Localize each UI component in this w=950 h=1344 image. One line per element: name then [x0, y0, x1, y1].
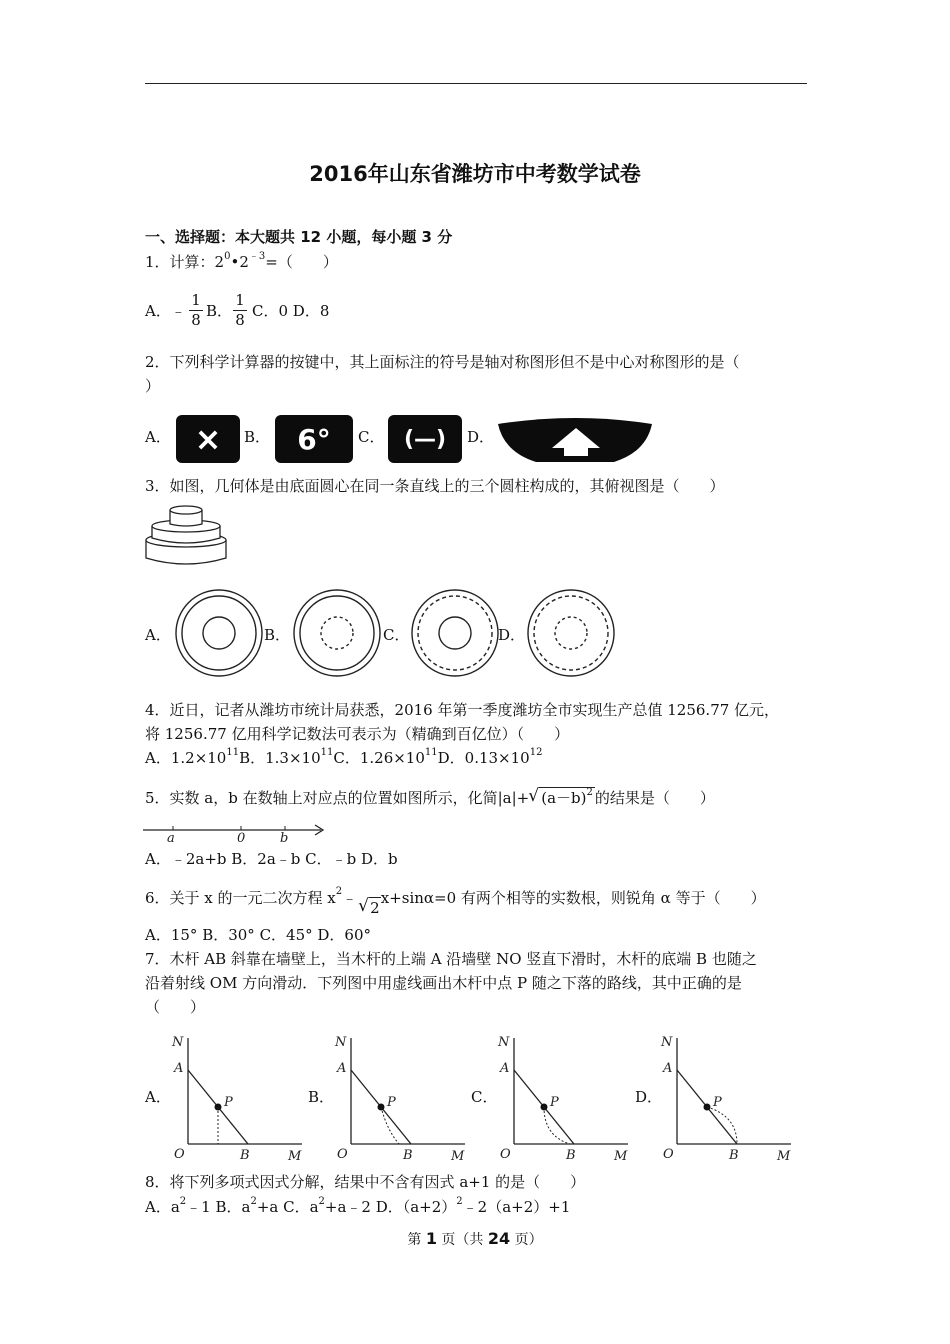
svg-text:P: P — [713, 1095, 722, 1110]
svg-text:A: A — [663, 1061, 673, 1076]
svg-text:N: N — [335, 1035, 347, 1050]
svg-text:P: P — [387, 1095, 396, 1110]
page-footer: 第 1 页（共 24 页） — [407, 1229, 543, 1248]
q2-label-c: C． — [358, 428, 385, 446]
top-view-option-a — [174, 588, 264, 678]
top-view-option-c — [410, 588, 500, 678]
q3-label-c: C． — [383, 626, 410, 644]
q3-label-a: A． — [145, 626, 171, 644]
svg-text:A: A — [337, 1061, 347, 1076]
q1-fraction-b: 1 8 — [231, 291, 249, 330]
question-6-stem: 6．关于 x 的一元二次方程 $x^2﹣$ √ 2x+sinα=0 有两个相等的实数根，则锐角 α 等于（ ） — [145, 886, 766, 917]
question-5-stem: 5．实数 a，b 在数轴上对应点的位置如图所示，化简|a|+ √ $(a-b)^2$ 的结果是（ ） — [145, 786, 715, 807]
sqrt-two: √ 2 — [358, 896, 380, 917]
svg-text:O: O — [500, 1147, 511, 1162]
q1-option-cd: C．0 D．8 — [252, 302, 330, 320]
q7-label-c: C． — [471, 1088, 498, 1106]
svg-text:B: B — [729, 1148, 739, 1163]
svg-text:B: B — [240, 1148, 250, 1163]
svg-text:B: B — [403, 1148, 413, 1163]
sqrt-expression: √ $(a-b)^2$ — [528, 786, 593, 807]
number-line-figure — [143, 818, 328, 846]
question-8-options: A．$a^2﹣1$ B．$a^2+a$ C．$a^2+a﹣2$ D．$(a+2)^2﹣2(a+2)+1$ — [145, 1196, 571, 1216]
svg-text:P: P — [550, 1095, 559, 1110]
svg-text:M: M — [777, 1149, 791, 1164]
svg-text:M: M — [288, 1149, 302, 1164]
question-4-stem-cont: 将 1256.77 亿用科学记数法可表示为（精确到百亿位）（ ） — [145, 725, 570, 743]
svg-text:M: M — [614, 1149, 628, 1164]
ladder-figure-a — [168, 1032, 308, 1164]
question-2-stem-cont: ） — [145, 377, 161, 395]
ladder-figure-b — [331, 1032, 471, 1164]
up-arrow-key-icon — [496, 418, 656, 464]
question-4-stem: 4．近日，记者从潍坊市统计局获悉，2016 年第一季度潍坊全市实现生产总值 1256.77 亿元， — [145, 701, 780, 719]
q2-label-a: A． — [145, 428, 171, 446]
page-title: 2016年山东省潍坊市中考数学试卷 — [309, 162, 641, 186]
question-5-options: A．﹣2a+b B．2a﹣b C．﹣b D．b — [145, 850, 398, 868]
number-line-label-a: a — [167, 831, 175, 846]
top-view-option-d — [526, 588, 616, 678]
question-8-stem: 8．将下列多项式因式分解，结果中不含有因式 a+1 的是（ ） — [145, 1173, 586, 1191]
question-2-stem: 2．下列科学计算器的按键中，其上面标注的符号是轴对称图形但不是中心对称图形的是（ — [145, 353, 740, 371]
svg-text:N: N — [661, 1035, 673, 1050]
question-7-stem: 7．木杆 AB 斜靠在墙壁上，当木杆的上端 A 沿墙壁 NO 竖直下滑时，木杆的底端 B 也随之 — [145, 950, 757, 968]
svg-text:A: A — [174, 1061, 184, 1076]
q3-label-d: D． — [498, 626, 526, 644]
section-heading: 一、选择题：本大题共 12 小题，每小题 3 分 — [145, 228, 453, 246]
q7-label-a: A． — [145, 1088, 171, 1106]
negative-key-icon: (—) — [388, 415, 462, 463]
question-1-stem: 1．计算：$2^0•2^{﹣3}=$（ ） — [145, 251, 338, 271]
six-degree-key-icon: 6° — [275, 415, 353, 463]
svg-text:M: M — [451, 1149, 465, 1164]
q1-fraction-a: 1 8 — [187, 291, 205, 330]
question-4-options: A．$1.2\times 10^{11}B$．$1.3\times 10^{11}C$．$1.26\times 10^{11}D$．$0.13\times 10^{12}$ — [145, 747, 543, 767]
question-3-stem: 3．如图，几何体是由底面圆心在同一条直线上的三个圆柱构成的，其俯视图是（ ） — [145, 477, 725, 495]
number-line-label-0: 0 — [237, 831, 246, 846]
q2-label-b: B． — [244, 428, 271, 446]
svg-text:A: A — [500, 1061, 510, 1076]
top-view-option-b — [292, 588, 382, 678]
q7-label-b: B． — [308, 1088, 335, 1106]
q2-label-d: D． — [467, 428, 495, 446]
q7-label-d: D． — [635, 1088, 663, 1106]
ladder-figure-c — [494, 1032, 634, 1164]
svg-text:O: O — [663, 1147, 674, 1162]
question-7-stem-end: （ ） — [145, 998, 206, 1016]
q1-option-b-label: B． — [206, 302, 233, 320]
header-rule — [145, 83, 807, 84]
q1-option-a-label: A．﹣ — [145, 302, 186, 320]
svg-text:B: B — [566, 1148, 576, 1163]
ladder-figure-d — [657, 1032, 797, 1164]
svg-text:O: O — [337, 1147, 348, 1162]
svg-text:N: N — [498, 1035, 510, 1050]
question-6-options: A．15° B．30° C．45° D．60° — [145, 926, 372, 944]
svg-text:N: N — [172, 1035, 184, 1050]
svg-text:P: P — [224, 1095, 233, 1110]
cylinder-solid-figure — [142, 500, 232, 568]
question-7-stem-cont: 沿着射线 OM 方向滑动．下列图中用虚线画出木杆中点 P 随之下落的路线，其中正确的是 — [145, 974, 742, 992]
multiply-key-icon: × — [176, 415, 240, 463]
svg-text:O: O — [174, 1147, 185, 1162]
q3-label-b: B． — [264, 626, 291, 644]
number-line-label-b: b — [280, 831, 289, 846]
